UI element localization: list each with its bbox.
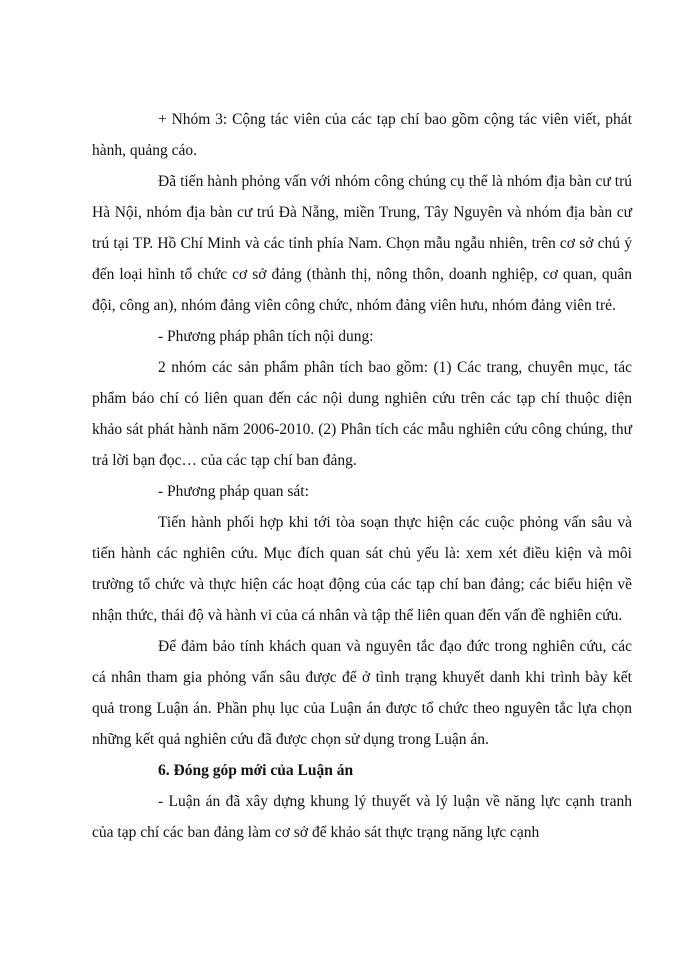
paragraph-observation-method: - Phương pháp quan sát: (158, 483, 309, 500)
section-heading: 6. Đóng góp mới của Luận án (158, 762, 354, 779)
paragraph-ethics: Để đảm bảo tính khách quan và nguyên tắc đạo đức trong nghiên cứu, các cá nhân tham gia phỏng vấn sâu được để ở tình trạng khuyết danh khi trình bày kết quả trong Luận án. Phần phụ lục của Luận án được tổ chức theo nguyên tắc lựa chọn những kết quả nghiên cứu đã được chọn sử dụng trong Luận án. (92, 638, 632, 748)
paragraph-content-analysis-method: - Phương pháp phân tích nội dung: (158, 328, 374, 345)
paragraph-contributions: - Luận án đã xây dựng khung lý thuyết và lý luận về năng lực cạnh tranh của tạp chí các ban đảng làm cơ sở để khảo sát thực trạng năng lực cạnh (92, 793, 632, 841)
paragraph-analysis-products: 2 nhóm các sản phẩm phân tích bao gồm: (1) Các trang, chuyên mục, tác phẩm báo chí có liên quan đến các nội dung nghiên cứu trên các tạp chí thuộc diện khảo sát phát hành năm 2006-2010. (2) Phân tích các mẫu nghiên cứu công chúng, thư trả lời bạn đọc… của các tạp chí ban đảng. (92, 359, 632, 469)
paragraph-group-3-collaborators: + Nhóm 3: Cộng tác viên của các tạp chí bao gồm cộng tác viên viết, phát hành, quảng cáo. (92, 111, 632, 159)
paragraph-observation-purpose: Tiến hành phối hợp khi tới tòa soạn thực hiện các cuộc phỏng vấn sâu và tiến hành các nghiên cứu. Mục đích quan sát chủ yếu là: xem xét điều kiện và môi trường tổ chức và thực hiện các hoạt động của các tạp chí ban đảng; các biểu hiện về nhận thức, thái độ và hành vi của cá nhân và tập thể liên quan đến vấn đề nghiên cứu. (92, 514, 632, 624)
document-page (92, 104, 632, 848)
paragraph-interview-groups: Đã tiến hành phỏng vấn với nhóm công chúng cụ thể là nhóm địa bàn cư trú Hà Nội, nhóm địa bàn cư trú Đà Nẵng, miền Trung, Tây Nguyên và nhóm địa bàn cư trú tại TP. Hồ Chí Minh và các tỉnh phía Nam. Chọn mẫu ngẫu nhiên, trên cơ sở chú ý đến loại hình tổ chức cơ sở đảng (thành thị, nông thôn, doanh nghiệp, cơ quan, quân đội, công an), nhóm đảng viên công chức, nhóm đảng viên hưu, nhóm đảng viên trẻ. (92, 173, 632, 314)
